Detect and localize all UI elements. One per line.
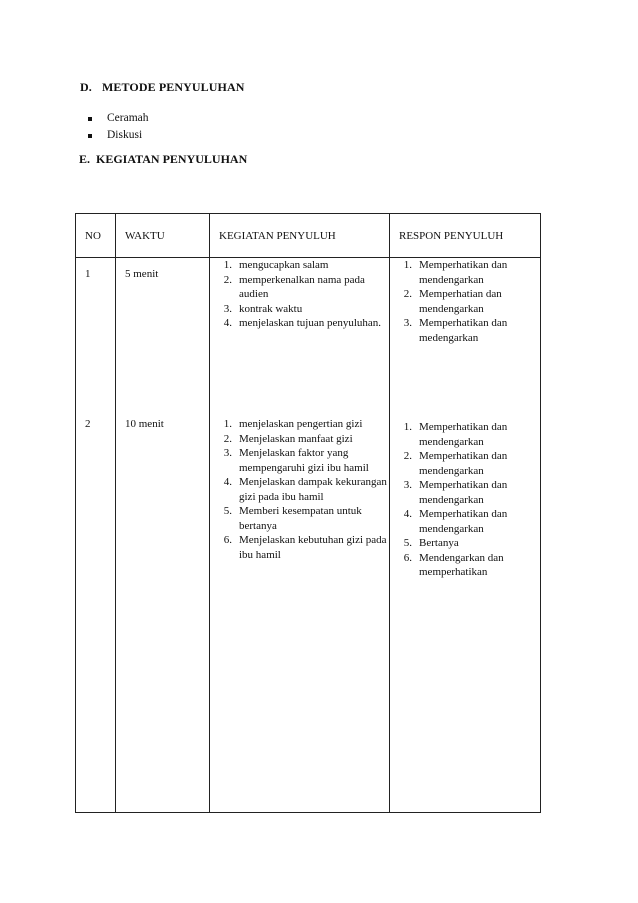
section-d-heading bbox=[80, 80, 245, 95]
list-item: 2. memperkenalkan nama pada audien bbox=[223, 273, 365, 300]
kegiatan-list bbox=[210, 258, 389, 331]
respon-list bbox=[390, 258, 540, 345]
respon-list bbox=[390, 408, 540, 580]
header-kegiatan: KEGIATAN PENYULUH bbox=[210, 214, 390, 258]
method-label: Diskusi bbox=[107, 129, 143, 141]
list-item: 1. menjelaskan pengertian gizi bbox=[223, 418, 363, 430]
list-item bbox=[88, 110, 149, 127]
method-label: Ceramah bbox=[107, 112, 149, 124]
table-header-row bbox=[76, 214, 541, 258]
cell-respon bbox=[390, 258, 541, 409]
list-item: 3. Memperhatikan dan medengarkan bbox=[403, 317, 508, 344]
bullet-square-icon bbox=[88, 117, 92, 121]
list-item: 3. kontrak waktu bbox=[223, 302, 303, 315]
header-respon: RESPON PENYULUH bbox=[390, 214, 541, 258]
list-item: 4. Memperhatikan dan mendengarkan bbox=[403, 508, 508, 535]
list-item: 5. Memberi kesempatan untuk bertanya bbox=[223, 505, 362, 532]
cell-respon bbox=[390, 408, 541, 813]
section-e-heading bbox=[79, 152, 247, 167]
list-item: 5. Bertanya bbox=[403, 537, 459, 549]
list-item: 3. Menjelaskan faktor yang mempengaruhi gizi ibu hamil bbox=[223, 447, 369, 474]
list-item: 4. menjelaskan tujuan penyuluhan. bbox=[223, 317, 382, 329]
list-item: 2. Menjelaskan manfaat gizi bbox=[223, 432, 353, 445]
cell-no: 2 bbox=[76, 408, 116, 813]
table-row bbox=[76, 408, 541, 813]
section-d-title: METODE PENYULUHAN bbox=[102, 80, 245, 94]
cell-kegiatan bbox=[210, 258, 390, 409]
list-item: 6. Menjelaskan kebutuhan gizi pada ibu hamil bbox=[223, 534, 387, 561]
list-item: 4. Menjelaskan dampak kekurangan gizi pada ibu hamil bbox=[223, 476, 387, 503]
section-e-title: KEGIATAN PENYULUHAN bbox=[96, 152, 248, 166]
cell-waktu: 10 menit bbox=[116, 408, 210, 813]
cell-no: 1 bbox=[76, 258, 116, 409]
header-waktu: WAKTU bbox=[116, 214, 210, 258]
bullet-square-icon bbox=[88, 134, 92, 138]
cell-kegiatan bbox=[210, 408, 390, 813]
list-item: 6. Mendengarkan dan memperhatikan bbox=[403, 551, 504, 578]
methods-list bbox=[88, 110, 149, 144]
list-item: 2. Memperhatian dan mendengarkan bbox=[403, 288, 502, 315]
list-item bbox=[88, 127, 149, 144]
table-row bbox=[76, 258, 541, 409]
header-no: NO bbox=[76, 214, 116, 258]
cell-waktu: 5 menit bbox=[116, 258, 210, 409]
list-item: 2. Memperhatikan dan mendengarkan bbox=[403, 450, 508, 477]
section-e-number: E. bbox=[79, 152, 91, 166]
section-d-number: D. bbox=[80, 80, 92, 94]
activity-table bbox=[75, 213, 541, 813]
list-item: 1. Memperhatikan dan mendengarkan bbox=[403, 259, 508, 286]
list-item: 1. mengucapkan salam bbox=[223, 259, 329, 271]
kegiatan-list bbox=[210, 408, 389, 562]
list-item: 3. Memperhatikan dan mendengarkan bbox=[403, 479, 508, 506]
list-item: 1. Memperhatikan dan mendengarkan bbox=[403, 421, 508, 448]
